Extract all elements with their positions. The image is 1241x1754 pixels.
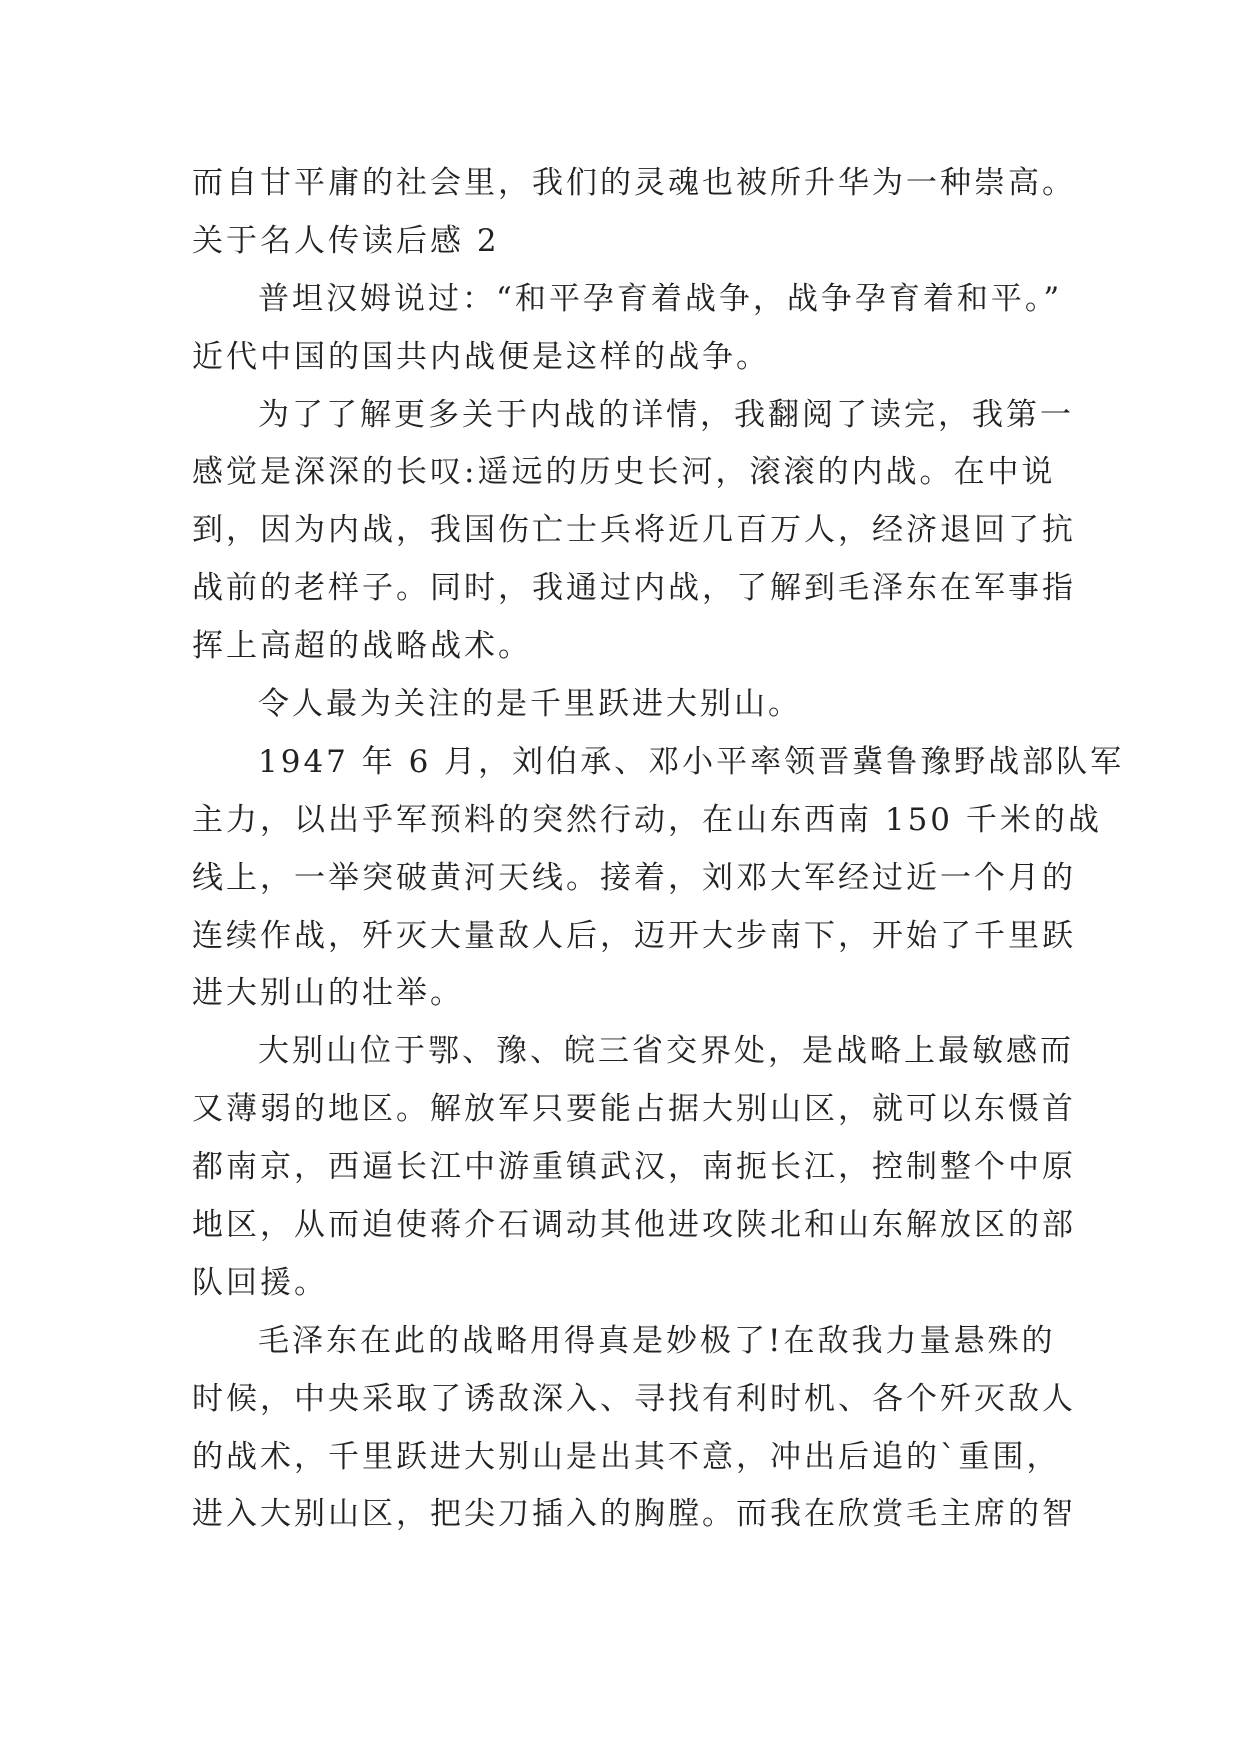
text-line: 到，因为内战，我国伤亡士兵将近几百万人，经济退回了抗 bbox=[192, 512, 1076, 549]
text-line: 进入大别山区，把尖刀插入的胸膛。而我在欣赏毛主席的智 bbox=[192, 1496, 1076, 1533]
text-line: 地区，从而迫使蒋介石调动其他进攻陕北和山东解放区的部 bbox=[192, 1207, 1076, 1244]
text-line: 时候，中央采取了诱敌深入、寻找有利时机、各个歼灭敌人 bbox=[192, 1380, 1076, 1417]
text-line: 令人最为关注的是千里跃进大别山。 bbox=[258, 686, 802, 723]
text-line: 而自甘平庸的社会里，我们的灵魂也被所升华为一种崇高。 bbox=[192, 165, 1076, 201]
text-line: 战前的老样子。同时，我通过内战，了解到毛泽东在军事指 bbox=[192, 570, 1076, 607]
text-line: 主力，以出乎军预料的突然行动，在山东西南 150 千米的战 bbox=[192, 801, 1102, 838]
section-title: 关于名人传读后感 2 bbox=[192, 222, 500, 259]
text-line: 大别山位于鄂、豫、皖三省交界处，是战略上最敏感而 bbox=[258, 1033, 1074, 1070]
text-line: 感觉是深深的长叹:遥远的历史长河，滚滚的内战。在中说 bbox=[192, 454, 1056, 491]
text-line: 近代中国的国共内战便是这样的战争。 bbox=[192, 338, 770, 375]
text-line: 都南京，西逼长江中游重镇武汉，南扼长江，控制整个中原 bbox=[192, 1149, 1076, 1186]
text-line: 线上，一举突破黄河天线。接着，刘邓大军经过近一个月的 bbox=[192, 859, 1076, 896]
text-line: 队回援。 bbox=[192, 1264, 328, 1301]
document-body bbox=[192, 155, 1125, 1544]
text-line: 进大别山的壮举。 bbox=[192, 975, 464, 1012]
text-line: 连续作战，歼灭大量敌人后，迈开大步南下，开始了千里跃 bbox=[192, 917, 1076, 954]
text-line: 的战术，千里跃进大别山是出其不意，冲出后追的`重围， bbox=[192, 1438, 1061, 1475]
text-line: 普坦汉姆说过：“和平孕育着战争，战争孕育着和平。” bbox=[258, 280, 1063, 317]
text-line: 毛泽东在此的战略用得真是妙极了!在敌我力量悬殊的 bbox=[258, 1322, 1056, 1359]
text-line: 又薄弱的地区。解放军只要能占据大别山区，就可以东慑首 bbox=[192, 1091, 1076, 1128]
text-line: 为了了解更多关于内战的详情，我翻阅了读完，我第一 bbox=[258, 396, 1074, 433]
text-line: 1947 年 6 月，刘伯承、邓小平率领晋冀鲁豫野战部队军 bbox=[258, 743, 1125, 780]
text-line: 挥上高超的战略战术。 bbox=[192, 628, 532, 665]
